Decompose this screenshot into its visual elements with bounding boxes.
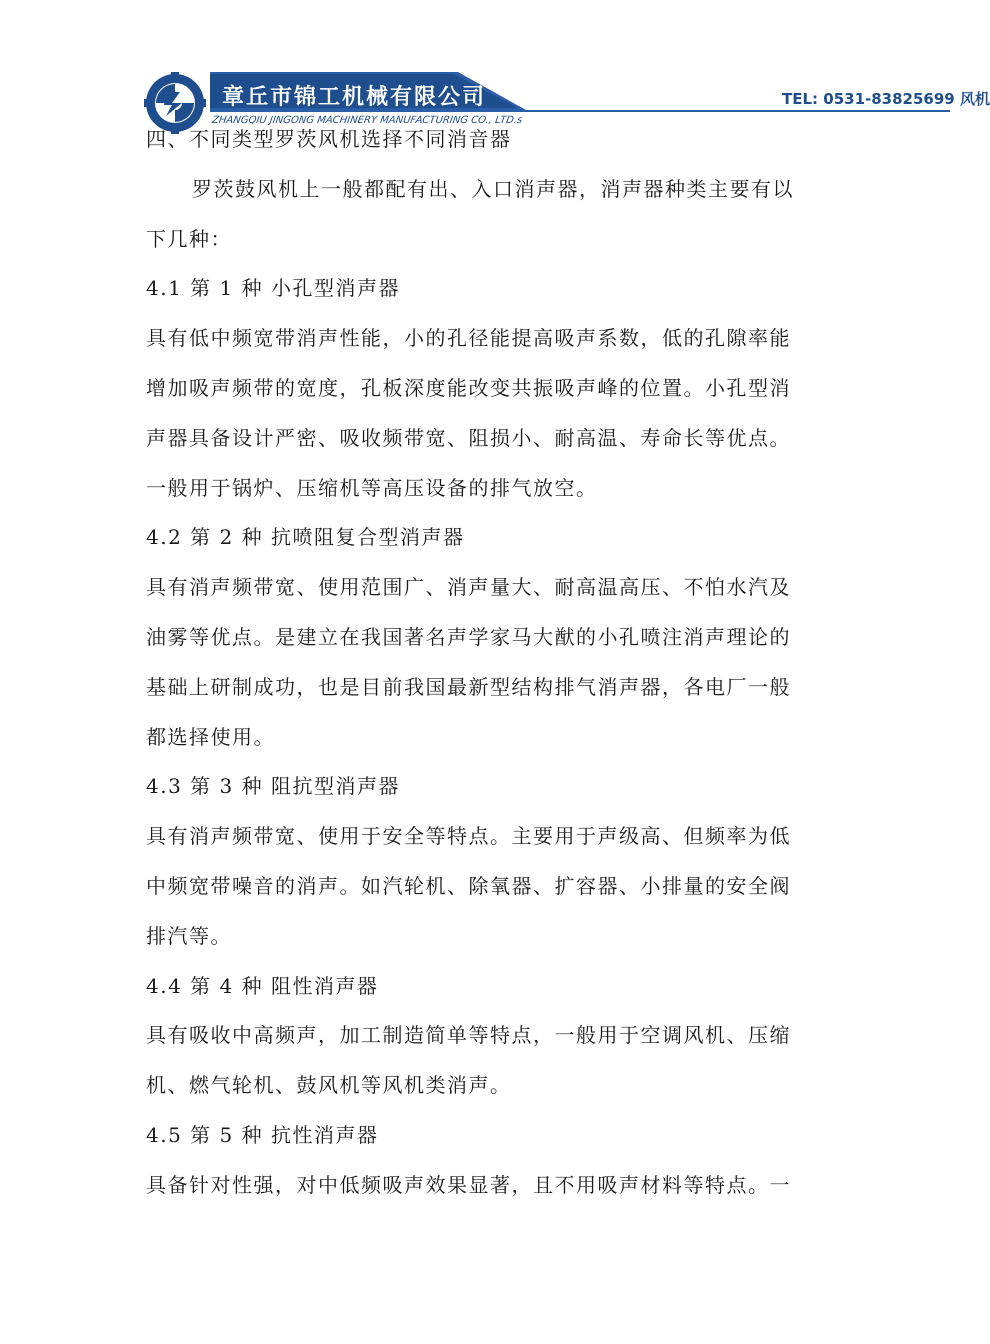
- company-name-en: ZHANGQIU JINGONG MACHINERY MANUFACTURING CO., LTD.s: [211, 115, 523, 126]
- paragraph-line: 具有消声频带宽、使用范围广、消声量大、耐高温高压、不怕水汽及: [146, 575, 791, 600]
- subsection-heading: 4.1 第 1 种 小孔型消声器: [146, 276, 400, 301]
- paragraph-line: 声器具备设计严密、吸收频带宽、阻损小、耐高温、寿命长等优点。: [146, 425, 791, 450]
- paragraph-line: 下几种：: [146, 226, 232, 251]
- paragraph-line: 具有消声频带宽、使用于安全等特点。主要用于声级高、但频率为低: [146, 824, 791, 849]
- paragraph-line: 都选择使用。: [146, 724, 275, 749]
- subsection-heading: 4.4 第 4 种 阻性消声器: [146, 973, 379, 998]
- paragraph-line: 具有低中频宽带消声性能，小的孔径能提高吸声系数，低的孔隙率能: [146, 326, 791, 351]
- paragraph-line: 增加吸声频带的宽度，孔板深度能改变共振吸声峰的位置。小孔型消: [146, 375, 791, 400]
- telephone-number: TEL: 0531-83825699 风机: [782, 90, 990, 108]
- section-heading: 四、不同类型罗茨风机选择不同消音器: [146, 127, 512, 151]
- paragraph-line: 一般用于锅炉、压缩机等高压设备的排气放空。: [146, 475, 598, 500]
- paragraph-line: 机、燃气轮机、鼓风机等风机类消声。: [146, 1073, 512, 1098]
- subsection-heading: 4.3 第 3 种 阻抗型消声器: [146, 774, 400, 799]
- subsection-heading: 4.5 第 5 种 抗性消声器: [146, 1122, 379, 1147]
- paragraph-line: 基础上研制成功，也是目前我国最新型结构排气消声器，各电厂一般: [146, 674, 791, 699]
- paragraph-line: 具有吸收中高频声，加工制造简单等特点，一般用于空调风机、压缩: [146, 1023, 791, 1048]
- company-name-cn: 章丘市锦工机械有限公司: [222, 85, 487, 110]
- paragraph-line: 罗茨鼓风机上一般都配有出、入口消声器，消声器种类主要有以: [192, 176, 794, 201]
- paragraph-line: 具备针对性强，对中低频吸声效果显著，且不用吸声材料等特点。一: [146, 1172, 791, 1197]
- document-body: [146, 115, 814, 1211]
- subsection-heading: 4.2 第 2 种 抗喷阻复合型消声器: [146, 525, 465, 550]
- paragraph-line: 排汽等。: [146, 923, 232, 948]
- paragraph-line: 中频宽带噪音的消声。如汽轮机、除氧器、扩容器、小排量的安全阀: [146, 873, 791, 898]
- paragraph-line: 油雾等优点。是建立在我国著名声学家马大猷的小孔喷注消声理论的: [146, 624, 791, 649]
